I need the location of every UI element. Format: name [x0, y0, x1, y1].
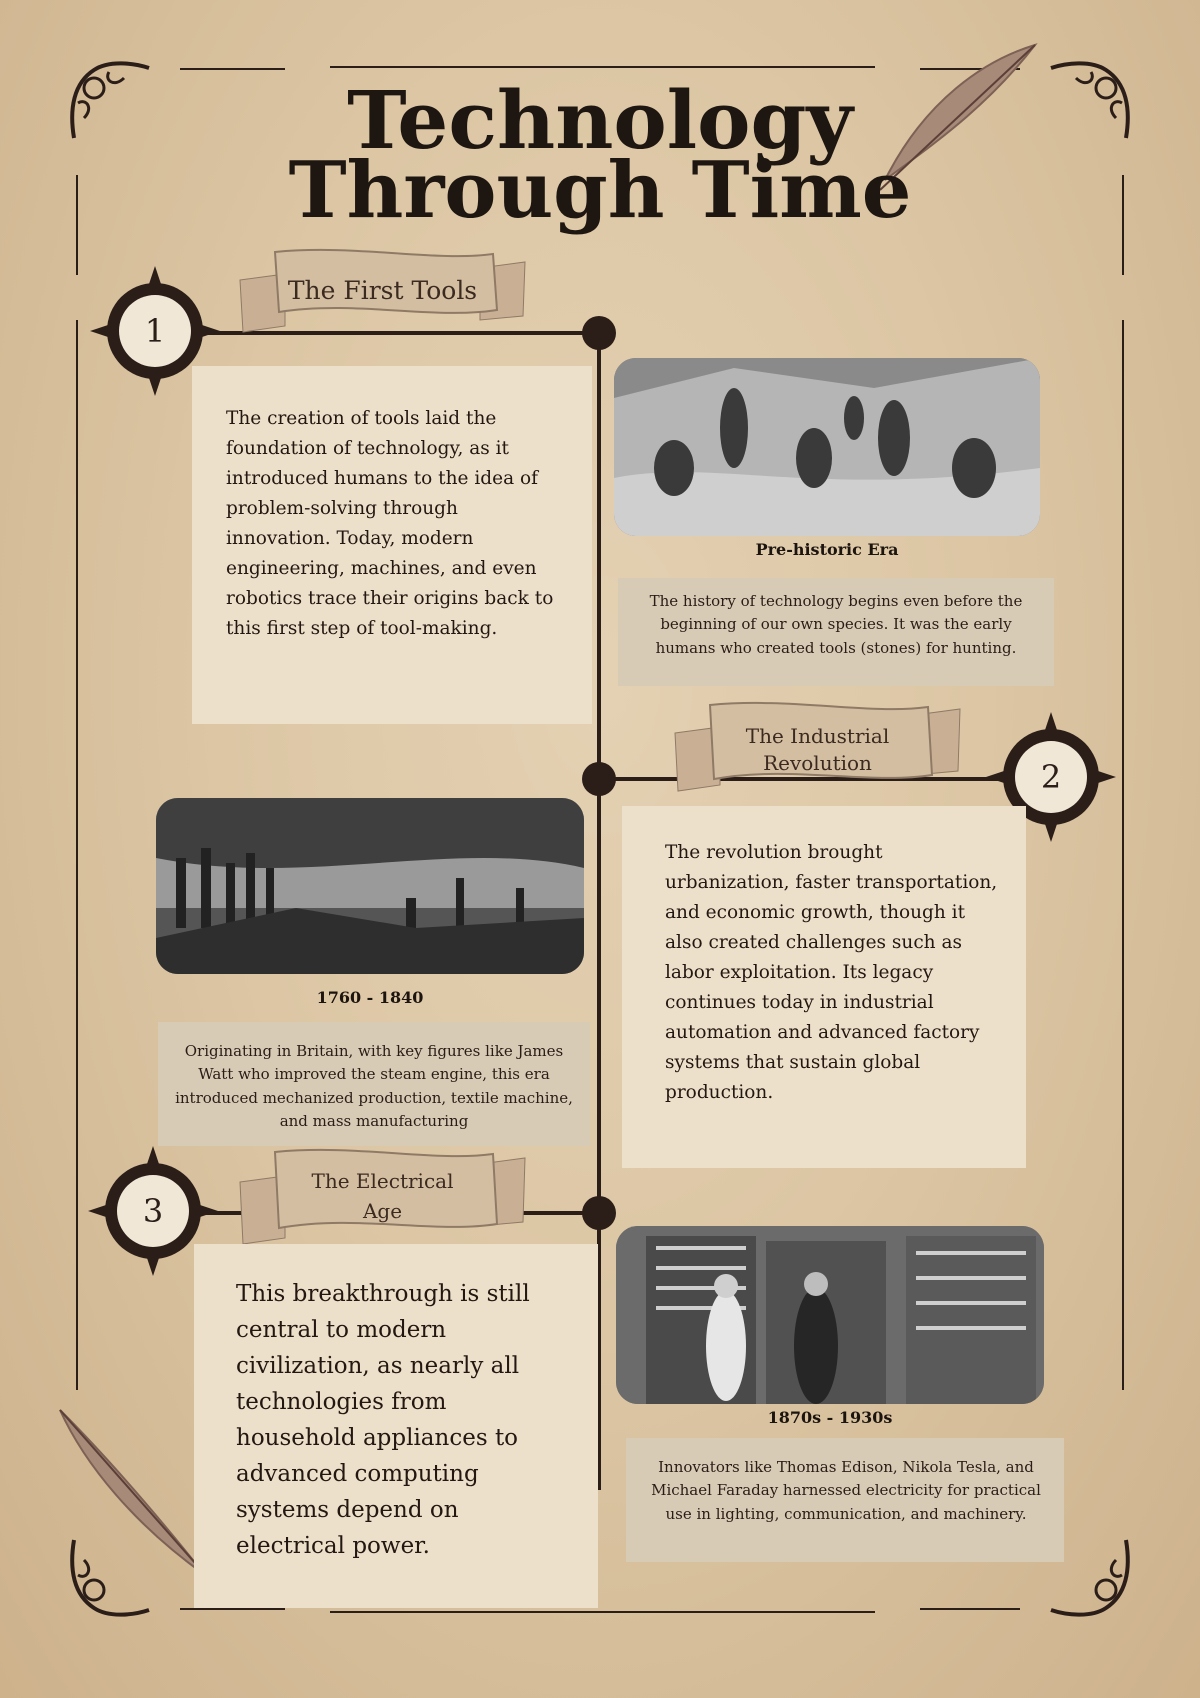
section-heading-banner-3 [235, 1142, 530, 1254]
frame-bottom-right-line [920, 1608, 1020, 1610]
frame-bottom-left-line [180, 1608, 285, 1610]
section-body-text: The revolution brought urbanization, faster transportation, and economic growth, though it also created challenges such as labor exploitation. Its legacy continues today in industrial automation and advanced factory systems that sustain global production. [665, 842, 998, 1103]
frame-top-left-line [180, 68, 285, 70]
section-number: 3 [142, 1192, 164, 1230]
photo-prehistoric [614, 358, 1040, 536]
section-heading-line2: Age [362, 1199, 403, 1223]
section-heading-banner-2 [670, 695, 965, 805]
photo-caption: Pre-historic Era [755, 540, 899, 559]
section-heading-line1: The Industrial [745, 724, 890, 748]
timeline-node-1 [582, 316, 616, 350]
page-title-line1: Technology [347, 73, 853, 167]
frame-left-line [76, 320, 78, 1390]
timeline-node-2 [582, 762, 616, 796]
section-heading-banner-1 [235, 240, 530, 345]
page-title-line2: Through Time [288, 145, 912, 236]
frame-top-center-line [330, 66, 875, 68]
note-text: Originating in Britain, with key figures like James Watt who improved the steam engine, this era introduced mechanized production, textile machine, and mass manufacturing [175, 1042, 573, 1130]
timeline-spine [597, 330, 601, 1490]
photo-caption: 1760 - 1840 [316, 988, 424, 1007]
section-heading: The First Tools [287, 276, 478, 305]
section-heading-line1: The Electrical [311, 1169, 454, 1193]
section-number: 2 [1040, 758, 1062, 796]
note-text: Innovators like Thomas Edison, Nikola Tesla, and Michael Faraday harnessed electricity for practical use in lighting, communication, and machinery. [651, 1458, 1041, 1523]
frame-right-line [1122, 320, 1124, 1390]
section-body-text: This breakthrough is still central to modern civilization, as nearly all technologies from household appliances to advanced computing systems depend on electrical power. [236, 1281, 530, 1559]
section-number: 1 [144, 312, 166, 350]
frame-bottom-center-line [330, 1611, 875, 1613]
feather-quill-bottom-icon [55, 1405, 215, 1585]
section-heading-line2: Revolution [763, 751, 872, 775]
photo-caption: 1870s - 1930s [767, 1408, 893, 1427]
photo-industrial [156, 798, 584, 974]
photo-electrical [616, 1226, 1044, 1404]
timeline-node-3 [582, 1196, 616, 1230]
section-body-text: The creation of tools laid the foundation of technology, as it introduced humans to the idea of problem-solving through innovation. Today, modern engineering, machines, and even robotics trace their origins back to this first step of tool-making. [226, 408, 554, 639]
note-text: The history of technology begins even before the beginning of our own species. It was the early humans who created tools (stones) for hunting. [649, 592, 1023, 657]
section-badge-3 [88, 1146, 218, 1276]
